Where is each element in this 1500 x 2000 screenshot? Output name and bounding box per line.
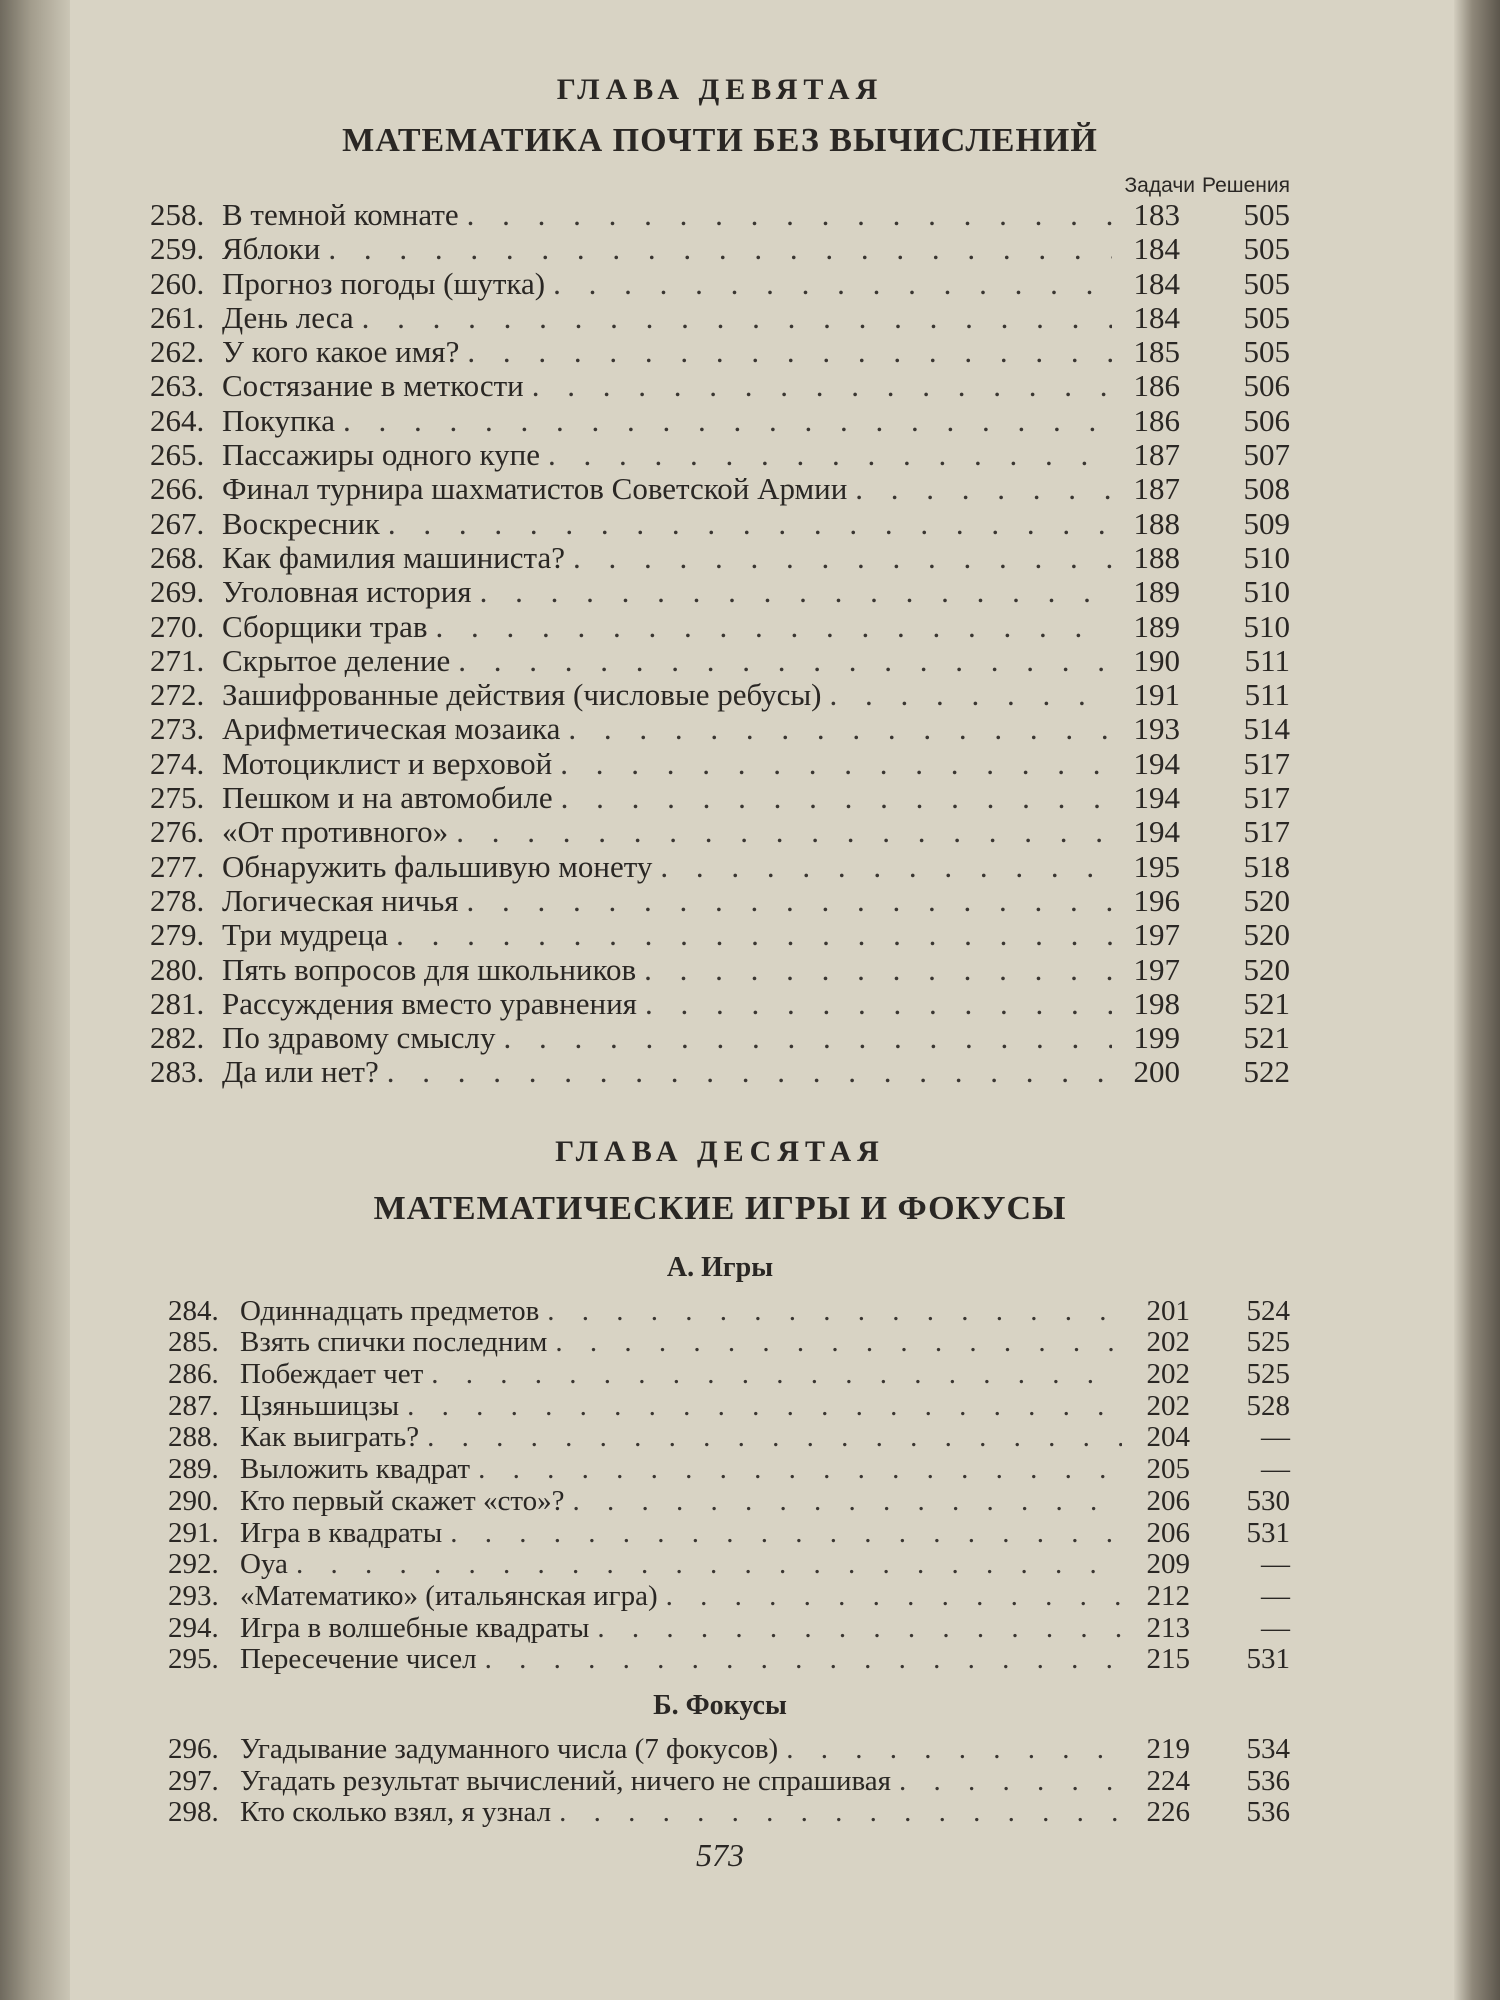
column-header-solutions: Решения [1202, 174, 1290, 197]
entry-title: Зашифрованные действия (числовые ребусы) [222, 677, 822, 713]
entry-title: Обнаружить фальшивую монету [222, 848, 653, 884]
entry-solution-page: 514 [1243, 711, 1290, 747]
entry-solution-page: 525 [1246, 1358, 1290, 1391]
entry-number: 287. [168, 1389, 219, 1422]
entry-solution-page: — [1261, 1579, 1290, 1612]
chapter-title: МАТЕМАТИКА ПОЧТИ БЕЗ ВЫЧИСЛЕНИЙ [342, 122, 1098, 159]
entry-title: Да или нет? [222, 1054, 379, 1090]
toc-entry [168, 1581, 1290, 1613]
toc-list [150, 1296, 1290, 1676]
entry-number: 295. [168, 1643, 219, 1676]
entry-task-page: 189 [1133, 608, 1180, 644]
entry-number: 272. [150, 677, 205, 713]
entry-solution-page: 536 [1246, 1764, 1290, 1797]
entry-task-page: 206 [1146, 1484, 1190, 1517]
toc-entry [168, 1613, 1290, 1645]
entry-task-page: 186 [1133, 402, 1180, 438]
dot-leader [568, 712, 1112, 746]
dot-leader [553, 267, 1112, 301]
toc-entry [168, 1486, 1290, 1518]
entry-task-page: 199 [1133, 1020, 1180, 1056]
entry-task-page: 209 [1146, 1548, 1190, 1581]
entry-title: Пять вопросов для школьников [222, 951, 637, 987]
book-page [150, 70, 1290, 1970]
entry-task-page: 186 [1133, 368, 1180, 404]
chapter-label: ГЛАВА ДЕСЯТАЯ [555, 1134, 885, 1168]
toc-entry [150, 301, 1290, 335]
entry-title: По здравому смыслу [222, 1020, 496, 1056]
toc-entry [150, 507, 1290, 541]
entry-title: Состязание в меткости [222, 368, 524, 404]
entry-solution-page: 505 [1243, 334, 1290, 370]
entry-number: 265. [150, 437, 205, 473]
dot-leader [396, 918, 1112, 952]
entry-title: Как фамилия машиниста? [222, 539, 565, 575]
entry-solution-page: 507 [1243, 437, 1290, 473]
entry-task-page: 196 [1133, 882, 1180, 918]
entry-title: Три мудреца [222, 917, 389, 953]
entry-number: 258. [150, 197, 205, 232]
entry-title: Игра в квадраты [240, 1516, 443, 1549]
dot-leader [899, 1766, 1122, 1798]
toc-entry [150, 987, 1290, 1021]
dot-leader [547, 1296, 1122, 1328]
entry-task-page: 184 [1133, 265, 1180, 301]
chapter-nine [150, 70, 1290, 1090]
entry-task-page: 197 [1133, 951, 1180, 987]
toc-entry [150, 335, 1290, 369]
dot-leader [504, 1021, 1113, 1055]
dot-leader [555, 1327, 1122, 1359]
entry-task-page: 184 [1133, 299, 1180, 335]
dot-leader [343, 404, 1112, 438]
entry-number: 271. [150, 642, 205, 678]
entry-solution-page: 518 [1243, 848, 1290, 884]
entry-solution-page: 509 [1243, 505, 1290, 541]
entry-task-page: 194 [1133, 814, 1180, 850]
dot-leader [573, 1486, 1123, 1518]
dot-leader [485, 1644, 1122, 1676]
entry-task-page: 190 [1133, 642, 1180, 678]
entry-solution-page: 531 [1246, 1516, 1290, 1549]
toc-entry [150, 610, 1290, 644]
dot-leader [431, 1359, 1122, 1391]
page-number: 573 [696, 1837, 744, 1874]
entry-task-page: 187 [1133, 437, 1180, 473]
toc-entry [150, 712, 1290, 746]
entry-solution-page: 511 [1244, 677, 1290, 713]
toc-entry [168, 1734, 1290, 1766]
dot-leader [829, 678, 1112, 712]
entry-task-page: 202 [1146, 1389, 1190, 1422]
entry-title: Угадывание задуманного числа (7 фокусов) [240, 1732, 779, 1765]
entry-task-page: 193 [1133, 711, 1180, 747]
toc-entry [150, 815, 1290, 849]
toc-entry [150, 747, 1290, 781]
entry-task-page: 189 [1133, 574, 1180, 610]
toc-entry [150, 267, 1290, 301]
dot-leader [480, 575, 1112, 609]
book-spine-shadow [0, 0, 70, 2000]
entry-task-page: 195 [1133, 848, 1180, 884]
toc-entry [168, 1549, 1290, 1581]
entry-solution-page: — [1261, 1611, 1290, 1644]
toc-entry [168, 1797, 1290, 1829]
dot-leader [407, 1391, 1122, 1423]
entry-number: 268. [150, 539, 205, 575]
entry-title: Кто сколько взял, я узнал [240, 1796, 552, 1829]
entry-solution-page: — [1261, 1421, 1290, 1454]
toc-entry [150, 884, 1290, 918]
entry-number: 277. [150, 848, 205, 884]
entry-title: Мотоциклист и верховой [222, 745, 553, 781]
toc-entry [168, 1766, 1290, 1798]
entry-solution-page: 505 [1243, 299, 1290, 335]
toc-entry [168, 1359, 1290, 1391]
entry-task-page: 212 [1146, 1579, 1190, 1612]
entry-title: Рассуждения вместо уравнения [222, 985, 637, 1021]
dot-leader [855, 472, 1112, 506]
entry-solution-page: 528 [1246, 1389, 1290, 1422]
entry-number: 298. [168, 1796, 219, 1829]
entry-solution-page: 505 [1243, 231, 1290, 267]
entry-number: 264. [150, 402, 205, 438]
entry-title: Логическая ничья [222, 882, 459, 918]
entry-task-page: 188 [1133, 505, 1180, 541]
entry-task-page: 187 [1133, 471, 1180, 507]
entry-title: В темной комнате [222, 197, 459, 232]
entry-task-page: 198 [1133, 985, 1180, 1021]
entry-number: 269. [150, 574, 205, 610]
entry-number: 259. [150, 231, 205, 267]
entry-number: 260. [150, 265, 205, 301]
toc-entry [168, 1644, 1290, 1676]
entry-title: «Математико» (итальянская игра) [240, 1579, 658, 1612]
entry-solution-page: 505 [1243, 265, 1290, 301]
entry-task-page: 202 [1146, 1358, 1190, 1391]
entry-solution-page: 506 [1243, 368, 1290, 404]
entry-solution-page: 511 [1244, 642, 1290, 678]
dot-leader [296, 1549, 1122, 1581]
entry-task-page: 205 [1146, 1453, 1190, 1486]
entry-title: Арифметическая мозаика [222, 711, 561, 747]
dot-leader [560, 747, 1112, 781]
toc-entry [150, 232, 1290, 266]
dot-leader [328, 232, 1112, 266]
dot-leader [573, 541, 1112, 575]
entry-solution-page: 517 [1243, 745, 1290, 781]
entry-title: Угадать результат вычислений, ничего не спрашивая [240, 1764, 891, 1797]
entry-task-page: 183 [1133, 197, 1180, 232]
entry-number: 286. [168, 1358, 219, 1391]
entry-number: 283. [150, 1054, 205, 1090]
entry-solution-page: 510 [1243, 608, 1290, 644]
entry-task-page: 200 [1133, 1054, 1180, 1090]
dot-leader [436, 610, 1112, 644]
dot-leader [467, 198, 1112, 232]
toc-entry [150, 198, 1290, 232]
toc-entry [150, 644, 1290, 678]
toc-entry [168, 1518, 1290, 1550]
entry-task-page: 194 [1133, 780, 1180, 816]
entry-number: 297. [168, 1764, 219, 1797]
toc-list [150, 1734, 1290, 1829]
toc-entry [168, 1391, 1290, 1423]
entry-task-page: 215 [1146, 1643, 1190, 1676]
dot-leader [548, 438, 1112, 472]
entry-task-page: 184 [1133, 231, 1180, 267]
entry-title: Кто первый скажет «сто»? [240, 1484, 565, 1517]
dot-leader [458, 644, 1112, 678]
entry-task-page: 219 [1146, 1732, 1190, 1765]
entry-number: 266. [150, 471, 205, 507]
entry-number: 294. [168, 1611, 219, 1644]
entry-title: Яблоки [222, 231, 321, 267]
entry-solution-page: 517 [1243, 814, 1290, 850]
dot-leader [467, 335, 1112, 369]
page-edge [1454, 0, 1500, 2000]
entry-task-page: 206 [1146, 1516, 1190, 1549]
entry-solution-page: 505 [1243, 197, 1290, 232]
chapter-label: ГЛАВА ДЕВЯТАЯ [556, 73, 884, 106]
dot-leader [456, 815, 1112, 849]
toc-entry [150, 1055, 1290, 1089]
entry-title: Воскресник [222, 505, 380, 541]
entry-title: Одиннадцать предметов [240, 1294, 540, 1327]
entry-number: 279. [150, 917, 205, 953]
entry-task-page: 194 [1133, 745, 1180, 781]
column-headers [150, 174, 1290, 198]
toc-entry [150, 678, 1290, 712]
toc-entry [150, 1021, 1290, 1055]
entry-solution-page: 510 [1243, 574, 1290, 610]
entry-task-page: 204 [1146, 1421, 1190, 1454]
entry-number: 273. [150, 711, 205, 747]
entry-title: Пересечение чисел [240, 1643, 477, 1676]
entry-solution-page: 522 [1243, 1054, 1290, 1090]
toc-entry [168, 1454, 1290, 1486]
dot-leader [666, 1581, 1122, 1613]
entry-number: 296. [168, 1732, 219, 1765]
entry-solution-page: 508 [1243, 471, 1290, 507]
entry-title: День леса [222, 299, 354, 335]
toc-entry [150, 369, 1290, 403]
toc-list [150, 198, 1290, 1090]
entry-number: 288. [168, 1421, 219, 1454]
entry-number: 274. [150, 745, 205, 781]
entry-title: Прогноз погоды (шутка) [222, 265, 546, 301]
chapter-ten [150, 1132, 1290, 1829]
entry-solution-page: 510 [1243, 539, 1290, 575]
entry-number: 278. [150, 882, 205, 918]
entry-task-page: 191 [1133, 677, 1180, 713]
toc-entry [150, 575, 1290, 609]
dot-leader [466, 884, 1112, 918]
dot-leader [387, 1055, 1112, 1089]
entry-number: 290. [168, 1484, 219, 1517]
entry-task-page: 226 [1146, 1796, 1190, 1829]
entry-task-page: 197 [1133, 917, 1180, 953]
entry-number: 263. [150, 368, 205, 404]
entry-number: 282. [150, 1020, 205, 1056]
entry-number: 281. [150, 985, 205, 1021]
entry-title: Выложить квадрат [240, 1453, 471, 1486]
entry-title: Оуа [240, 1548, 288, 1581]
entry-number: 293. [168, 1579, 219, 1612]
entry-title: Уголовная история [222, 574, 472, 610]
entry-solution-page: 536 [1246, 1796, 1290, 1829]
entry-solution-page: 524 [1246, 1294, 1290, 1327]
entry-solution-page: 530 [1246, 1484, 1290, 1517]
entry-title: У кого какое имя? [222, 334, 460, 370]
entry-title: Финал турнира шахматистов Советской Армии [222, 471, 848, 507]
toc-entry [168, 1327, 1290, 1359]
dot-leader [645, 987, 1112, 1021]
entry-solution-page: 525 [1246, 1326, 1290, 1359]
toc-entry [150, 438, 1290, 472]
dot-leader [532, 369, 1112, 403]
entry-solution-page: 520 [1243, 882, 1290, 918]
dot-leader [559, 1797, 1122, 1829]
entry-solution-page: 506 [1243, 402, 1290, 438]
toc-entry [150, 472, 1290, 506]
dot-leader [478, 1454, 1122, 1486]
entry-solution-page: 517 [1243, 780, 1290, 816]
dot-leader [388, 507, 1112, 541]
entry-number: 267. [150, 505, 205, 541]
toc-entry [150, 850, 1290, 884]
entry-title: Побеждает чет [240, 1358, 424, 1391]
entry-number: 270. [150, 608, 205, 644]
entry-solution-page: 521 [1243, 1020, 1290, 1056]
entry-task-page: 201 [1146, 1294, 1190, 1327]
toc-entry [168, 1296, 1290, 1328]
entry-solution-page: — [1261, 1548, 1290, 1581]
dot-leader [660, 850, 1112, 884]
entry-number: 261. [150, 299, 205, 335]
entry-number: 280. [150, 951, 205, 987]
toc-entry [150, 404, 1290, 438]
toc-entry [150, 781, 1290, 815]
entry-title: Взять спички последним [240, 1326, 548, 1359]
toc-entry [150, 953, 1290, 987]
entry-task-page: 188 [1133, 539, 1180, 575]
toc-entry [168, 1422, 1290, 1454]
section-heading-tricks: Б. Фокусы [653, 1689, 787, 1721]
entry-number: 275. [150, 780, 205, 816]
entry-task-page: 224 [1146, 1764, 1190, 1797]
entry-title: Покупка [222, 402, 335, 438]
entry-solution-page: 520 [1243, 917, 1290, 953]
entry-title: Скрытое деление [222, 642, 451, 678]
dot-leader [427, 1422, 1122, 1454]
entry-task-page: 185 [1133, 334, 1180, 370]
toc-entry [150, 541, 1290, 575]
entry-number: 276. [150, 814, 205, 850]
entry-title: Игра в волшебные квадраты [240, 1611, 590, 1644]
entry-title: Цзяньшицзы [240, 1389, 400, 1422]
entry-task-page: 202 [1146, 1326, 1190, 1359]
entry-number: 284. [168, 1294, 219, 1327]
entry-solution-page: 531 [1246, 1643, 1290, 1676]
entry-number: 289. [168, 1453, 219, 1486]
entry-solution-page: 534 [1246, 1732, 1290, 1765]
entry-number: 285. [168, 1326, 219, 1359]
entry-solution-page: 520 [1243, 951, 1290, 987]
entry-title: «От противного» [222, 814, 449, 850]
toc-entry [150, 918, 1290, 952]
dot-leader [450, 1518, 1122, 1550]
entry-title: Сборщики трав [222, 608, 428, 644]
entry-task-page: 213 [1146, 1611, 1190, 1644]
entry-solution-page: — [1261, 1453, 1290, 1486]
entry-number: 292. [168, 1548, 219, 1581]
dot-leader [597, 1613, 1122, 1645]
entry-title: Пассажиры одного купе [222, 437, 541, 473]
dot-leader [644, 953, 1112, 987]
dot-leader [786, 1734, 1122, 1766]
entry-title: Как выиграть? [240, 1421, 420, 1454]
entry-number: 291. [168, 1516, 219, 1549]
entry-solution-page: 521 [1243, 985, 1290, 1021]
dot-leader [561, 781, 1112, 815]
chapter-title: МАТЕМАТИЧЕСКИЕ ИГРЫ И ФОКУСЫ [373, 1189, 1067, 1227]
entry-number: 262. [150, 334, 205, 370]
column-header-tasks: Задачи [1124, 174, 1195, 197]
section-heading-games: А. Игры [666, 1251, 774, 1283]
entry-title: Пешком и на автомобиле [222, 780, 553, 816]
dot-leader [362, 301, 1112, 335]
